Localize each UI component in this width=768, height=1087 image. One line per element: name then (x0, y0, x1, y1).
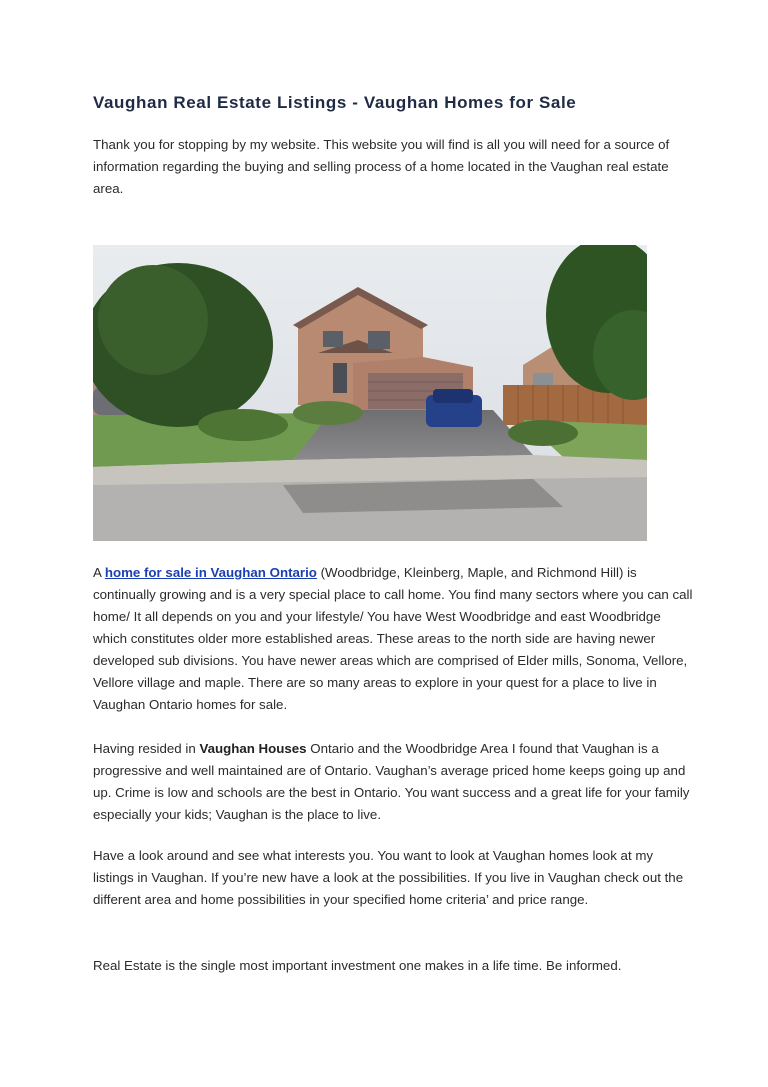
house-photo (93, 245, 647, 541)
para1-rest: (Woodbridge, Kleinberg, Maple, and Richmond Hill) is continually growing and is a very special place to call home. You find many sectors where you can call home/ It all depends on you and your lifestyle/ You have West Woodbridge and east Woodbridge which constitutes older more established areas. These areas to the north side are having newer developed sub divisions. You have newer areas which are comprised of Elder mills, Sonoma, Vellore, Vellore village and maple. There are so many areas to explore in your quest for a place to live in Vaughan Ontario homes for sale. (93, 565, 693, 712)
paragraph-look-around: Have a look around and see what interests you. You want to look at Vaughan homes look at my listings in Vaughan. If you’re new have a look at the possibilities. If you live in Vaughan check out the different area and home possibilities in your specified home criteria’ and price range. (93, 848, 684, 907)
home-for-sale-link[interactable]: home for sale in Vaughan Ontario (104, 565, 317, 580)
para2-rest: Ontario and the Woodbridge Area I found that Vaughan is a progressive and well maintained are of Ontario. Vaughan’s average priced home keeps going up and up. Crime is low and schools are the best in Ontario. You want success and a great life for your family especially your kids; Vaughan is the place to live. (93, 741, 690, 822)
paragraph-vaughan-areas (93, 562, 693, 716)
house-photo-illustration (93, 245, 647, 541)
page-title: Vaughan Real Estate Listings - Vaughan Homes for Sale (93, 93, 577, 112)
vaughan-houses-bold: Vaughan Houses (199, 741, 307, 756)
paragraph-vaughan-houses (93, 738, 693, 826)
intro-paragraph: Thank you for stopping by my website. This website you will find is all you will need for a source of information regarding the buying and selling process of a home located in the Vaughan real estate area. (93, 137, 670, 196)
para1-lead: A (93, 565, 105, 580)
para2-lead: Having resided in (93, 741, 200, 756)
paragraph-be-informed: Real Estate is the single most important investment one makes in a life time. Be informed. (93, 958, 622, 973)
